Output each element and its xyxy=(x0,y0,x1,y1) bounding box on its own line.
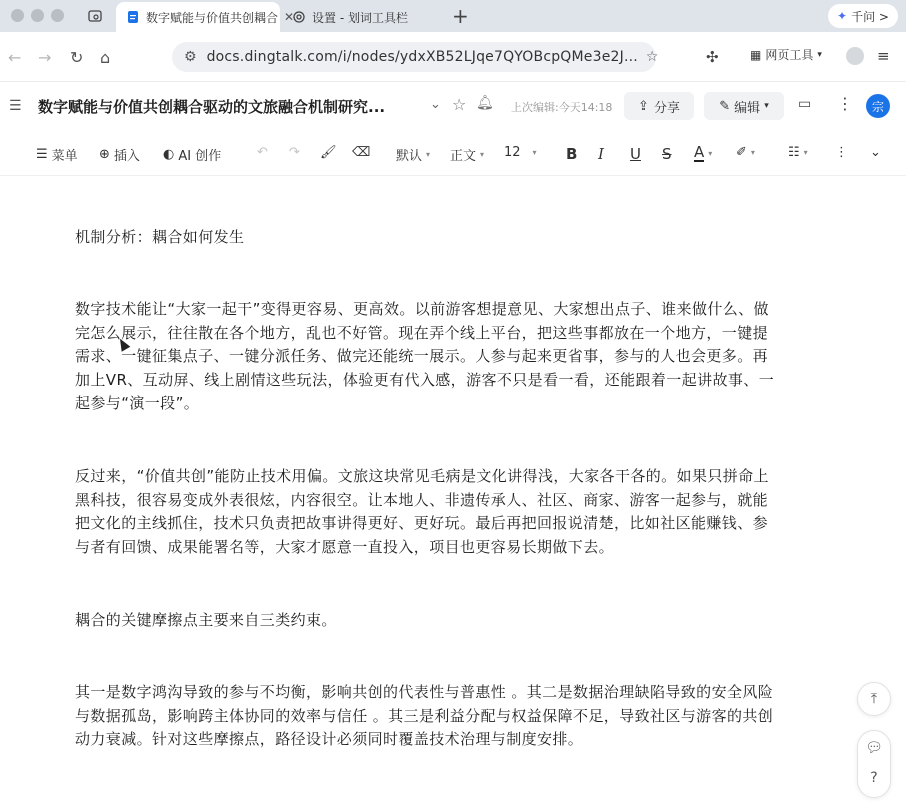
back-to-top-icon[interactable]: ⤒ xyxy=(857,682,891,716)
menu-button[interactable] xyxy=(36,145,78,164)
window-minimize-button[interactable] xyxy=(31,9,44,22)
chevron-down-icon: ▾ xyxy=(803,148,808,157)
paragraph-style-value: 正文 xyxy=(450,149,477,164)
tab-title: 数字赋能与价值共创耦合 xyxy=(146,10,279,25)
edit-button[interactable] xyxy=(704,92,784,120)
collapse-toolbar-icon[interactable]: ⌄ xyxy=(870,145,881,160)
site-settings-icon[interactable]: ⚙ xyxy=(184,49,197,65)
chevron-down-icon: ▾ xyxy=(750,148,755,157)
strikethrough-button[interactable]: S xyxy=(662,145,672,163)
assistant-button[interactable] xyxy=(828,4,898,28)
reload-icon[interactable]: ↻ xyxy=(70,48,84,67)
more-options-icon[interactable]: ⋮ xyxy=(837,94,853,113)
extensions-icon[interactable]: ✣ xyxy=(706,48,719,66)
font-family-value: 默认 xyxy=(396,149,423,164)
formatting-toolbar xyxy=(0,132,906,176)
pencil-icon: ✎ xyxy=(719,98,731,114)
gear-icon xyxy=(292,10,306,24)
document-body[interactable] xyxy=(0,177,906,802)
help-icon[interactable]: ? xyxy=(870,770,878,786)
highlighter-icon: ✐ xyxy=(736,145,747,160)
share-button[interactable] xyxy=(624,92,694,120)
font-color-icon: A xyxy=(694,143,705,161)
menu-label: 菜单 xyxy=(51,149,78,164)
ai-label: AI 创作 xyxy=(178,149,222,164)
comment-icon[interactable]: 💬︎ xyxy=(865,740,883,756)
present-icon[interactable]: ▭ xyxy=(798,96,812,112)
url-input[interactable] xyxy=(172,42,659,72)
chevron-down-icon[interactable]: ⌄ xyxy=(430,97,441,112)
outline-icon[interactable]: ☰ xyxy=(9,98,22,114)
paragraph-style-select[interactable] xyxy=(450,145,484,164)
new-tab-button[interactable]: + xyxy=(452,4,469,28)
profile-avatar[interactable] xyxy=(846,47,864,65)
plus-circle-icon: ⊕ xyxy=(99,147,110,162)
insert-button[interactable] xyxy=(99,145,140,164)
bookmark-star-icon[interactable]: ☆ xyxy=(645,49,659,65)
format-painter-icon[interactable]: 🖌︎ xyxy=(320,145,337,160)
font-size-select[interactable] xyxy=(504,145,537,160)
more-tools-icon[interactable]: ⋮ xyxy=(835,145,848,160)
edit-label: 编辑 xyxy=(734,100,761,116)
document-header xyxy=(0,82,906,132)
font-family-select[interactable] xyxy=(396,145,430,164)
bell-icon[interactable]: 🔔︎ xyxy=(476,95,494,111)
home-icon[interactable]: ⌂ xyxy=(100,48,111,67)
assistant-icon: ✦ xyxy=(837,9,848,23)
ai-create-button[interactable] xyxy=(163,145,221,164)
forward-arrow-icon[interactable]: → xyxy=(38,48,52,67)
grid-icon: ▦ xyxy=(750,47,762,62)
document-title[interactable]: 数字赋能与价值共创耦合驱动的文旅融合机制研究... xyxy=(38,98,386,116)
chevron-down-icon: ▾ xyxy=(480,150,485,159)
window-close-button[interactable] xyxy=(11,9,24,22)
insert-label: 插入 xyxy=(113,149,140,164)
undo-icon[interactable]: ↶ xyxy=(257,145,268,160)
list-icon: ☷ xyxy=(788,145,800,160)
user-avatar[interactable]: 宗 xyxy=(866,94,890,118)
redo-icon[interactable]: ↷ xyxy=(289,145,300,160)
body-paragraph[interactable]: 其一是数字鸿沟导致的参与不均衡，影响共创的代表性与普惠性 。其二是数据治理缺陷导致的安全风险与数据孤岛，影响跨主体协同的效率与信任 。其三是利益分配与权益保障不足，导致社区与游客的共创动力衰减。针对这些摩擦点，路径设计必须同时覆盖技术治理与制度安排。 xyxy=(75,683,774,748)
tab-search-icon[interactable] xyxy=(86,7,104,25)
share-icon: ⇪ xyxy=(638,98,649,114)
web-tools-button[interactable] xyxy=(750,46,822,63)
share-label: 分享 xyxy=(653,100,680,116)
chevron-down-icon: ▾ xyxy=(764,101,769,111)
body-paragraph[interactable]: 反过来，“价值共创”能防止技术用偏。文旅这块常见毛病是文化讲得浅，大家各干各的。如果只拼命上黑科技，很容易变成外表很炫，内容很空。让本地人、非遗传承人、社区、商家、游客一起参与，就能把文化的主线抓住，技术只负责把故事讲得更好、更好玩。最后再把回报说清楚，比如社区能赚钱、参与者有回馈、成果能署名等，大家才愿意一直投入，项目也更容易长期做下去。 xyxy=(75,467,769,556)
back-arrow-icon[interactable]: ← xyxy=(8,48,22,67)
tab-title: 设置 - 划词工具栏 xyxy=(312,10,408,25)
list-button[interactable] xyxy=(788,145,808,160)
tab-settings[interactable] xyxy=(282,2,446,32)
address-bar-row xyxy=(0,32,906,82)
document-icon xyxy=(126,10,140,24)
body-paragraph[interactable]: 数字技术能让“大家一起干”变得更容易、更高效。以前游客想提意见、大家想出点子、谁来做什么、做完怎么展示，往往散在各个地方，乱也不好管。现在弄个线上平台，把这些事都放在一个地方，一键提需求、一键征集点子、一键分派任务、做完还能统一展示。人参与起来更省事，参与的人也会更多。再加上VR、互动屏、线上剧情这些玩法，体验更有代入感，游客不只是看一看，还能跟着一起讲故事、一起参与“演一段”。 xyxy=(75,300,775,412)
ai-icon: ◐ xyxy=(163,147,175,162)
url-text: docs.dingtalk.com/i/nodes/ydxXB52LJqe7QYOBcpQMe3e2J... xyxy=(206,49,638,65)
body-paragraph[interactable]: 耦合的关键摩擦点主要来自三类约束。 xyxy=(75,611,337,629)
tab-active-document[interactable] xyxy=(116,2,295,32)
chevron-down-icon: ▾ xyxy=(426,150,431,159)
favorite-star-icon[interactable]: ☆ xyxy=(452,95,467,114)
floating-help-group xyxy=(857,730,891,798)
clear-format-icon[interactable]: ⌫ xyxy=(352,145,371,160)
bold-button[interactable]: B xyxy=(566,145,578,163)
chevron-down-icon: ▾ xyxy=(817,49,822,60)
font-color-button[interactable] xyxy=(694,145,712,162)
font-size-value: 12 xyxy=(504,145,521,160)
window-maximize-button[interactable] xyxy=(51,9,64,22)
browser-tab-strip xyxy=(0,0,906,32)
last-edited-status: 上次编辑:今天14:18 xyxy=(511,101,613,114)
section-heading[interactable]: 机制分析：耦合如何发生 xyxy=(75,228,245,246)
chevron-down-icon: ▾ xyxy=(532,148,537,157)
highlight-button[interactable] xyxy=(736,145,755,160)
assistant-label: 千问 > xyxy=(851,9,889,24)
browser-menu-icon[interactable]: ≡ xyxy=(877,47,890,65)
menu-icon: ☰ xyxy=(36,147,48,162)
close-icon[interactable]: ✕ xyxy=(284,10,295,24)
underline-button[interactable]: U xyxy=(630,145,641,163)
chevron-down-icon: ▾ xyxy=(708,149,713,158)
web-tools-label: 网页工具 xyxy=(765,48,814,62)
italic-button[interactable]: I xyxy=(598,145,604,163)
